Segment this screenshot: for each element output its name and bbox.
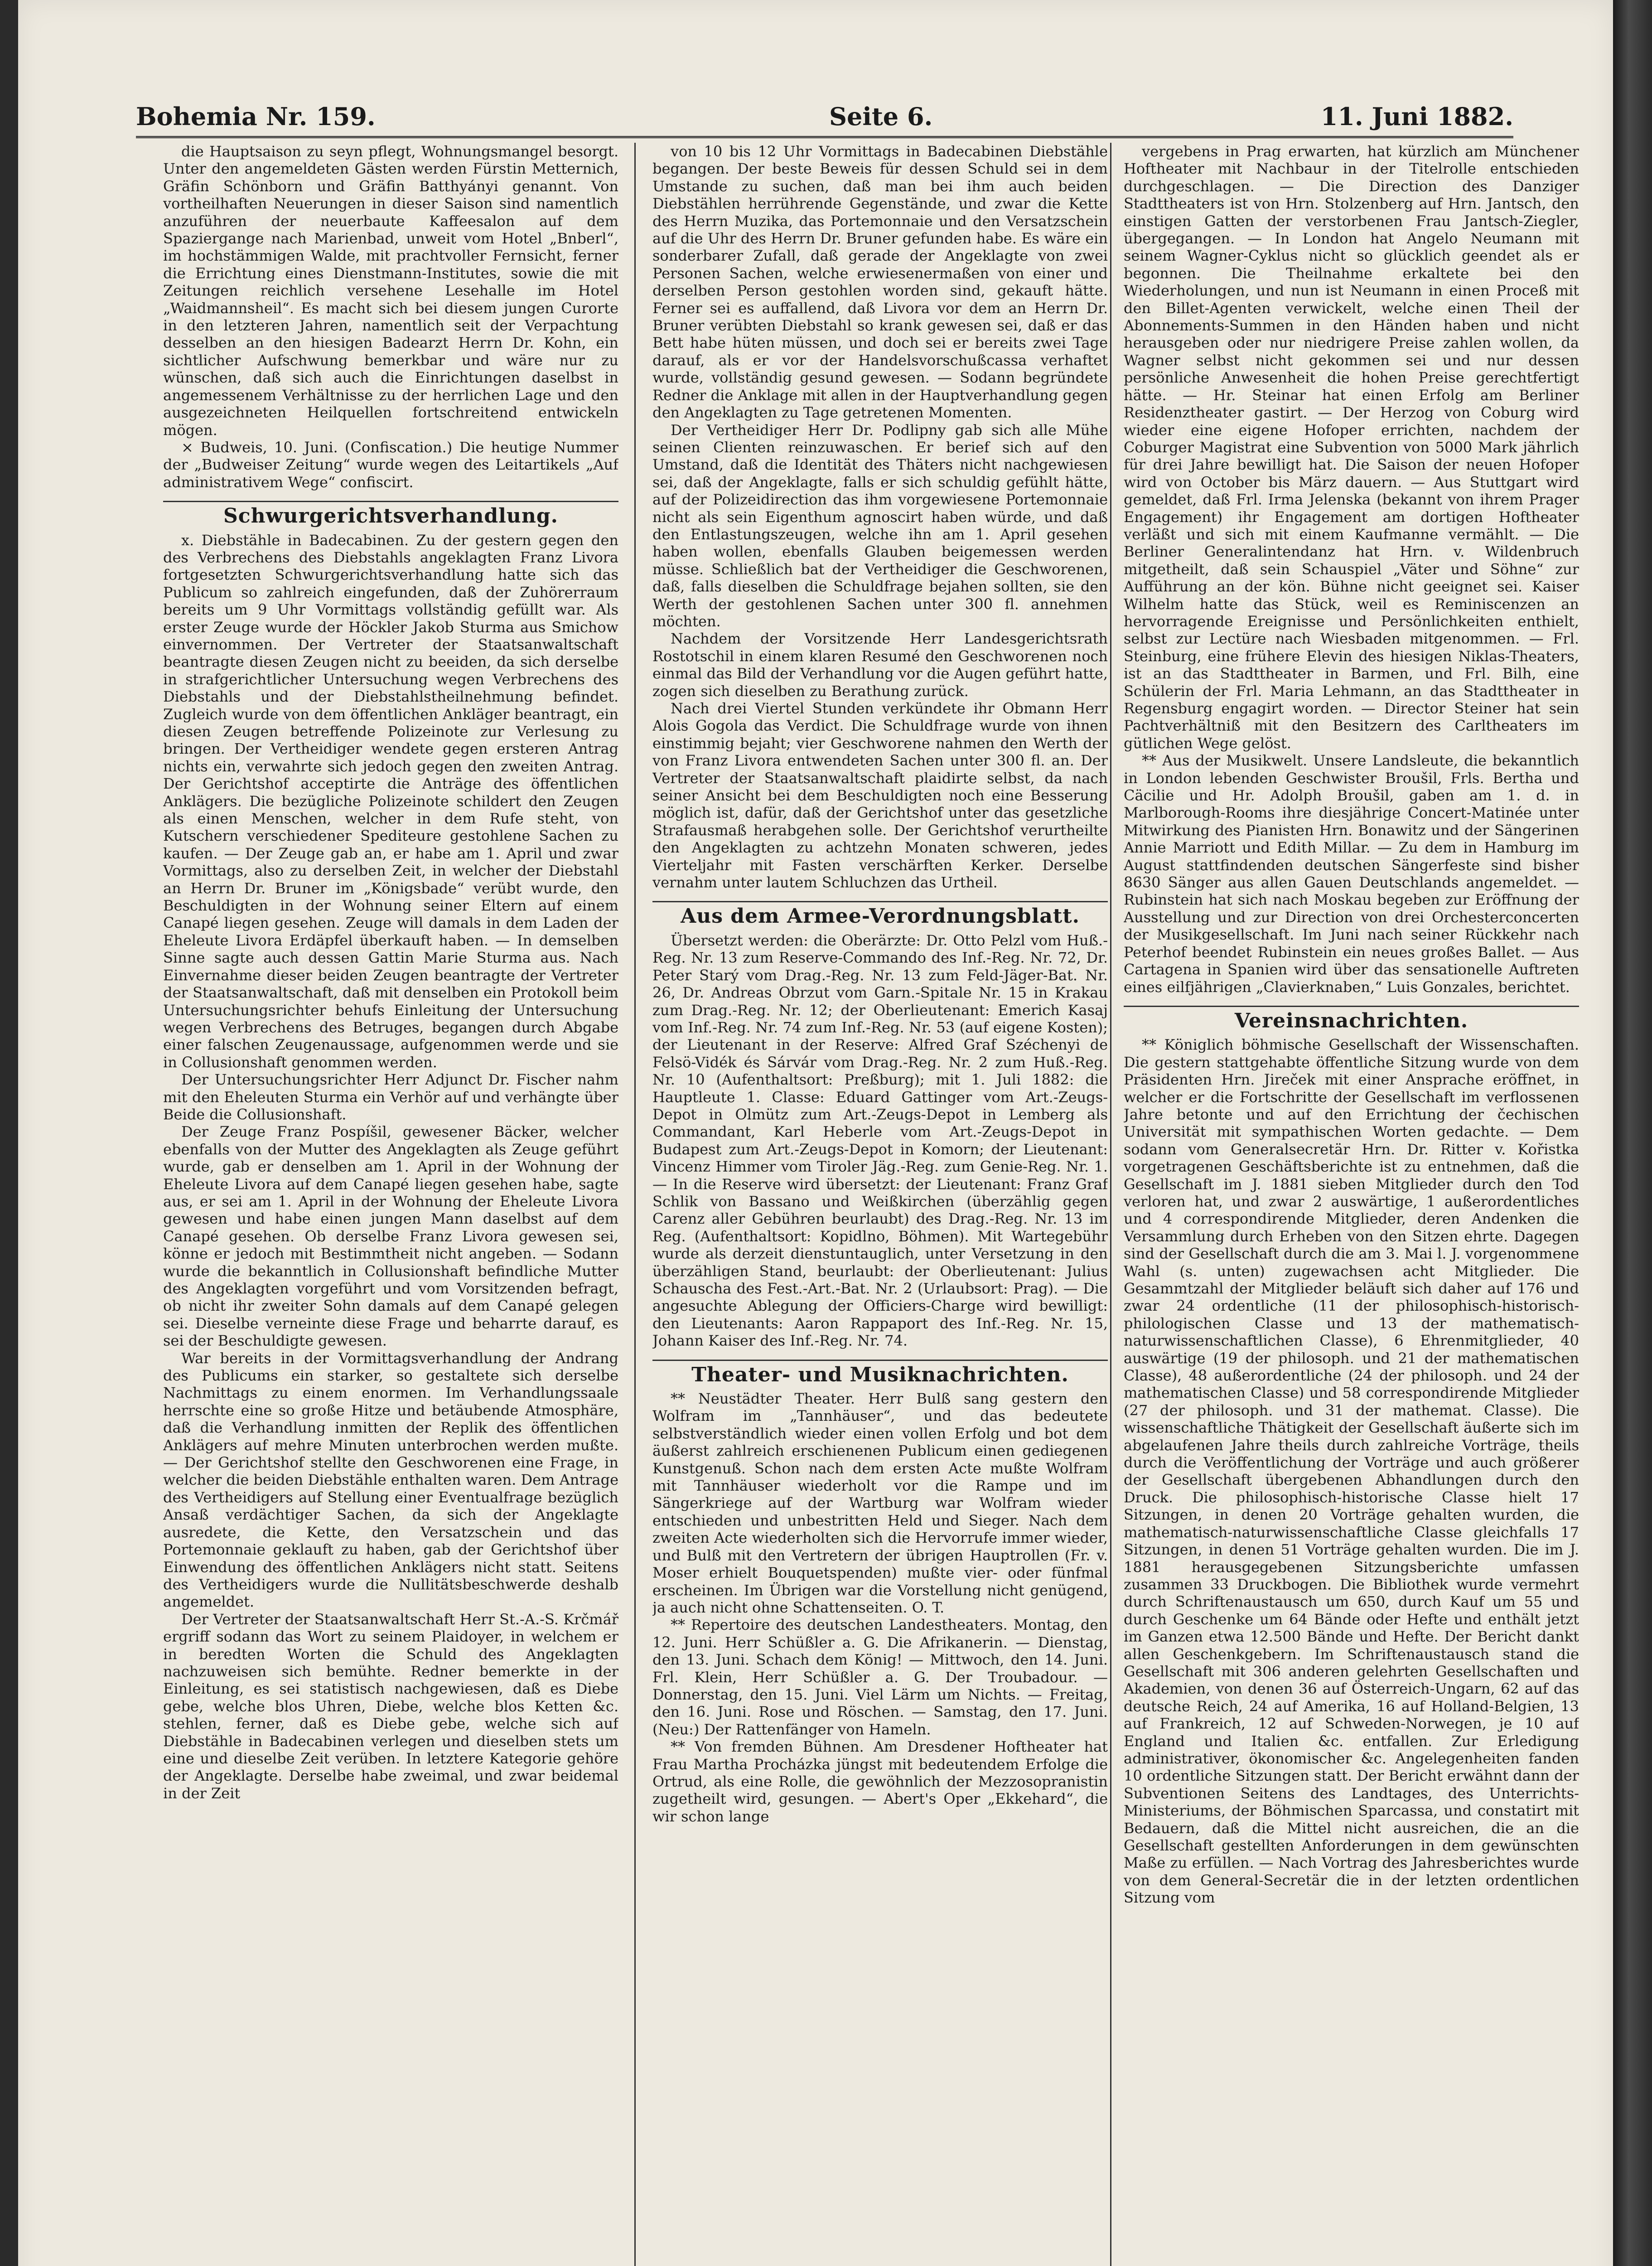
column-rule [1110, 143, 1111, 2266]
article-paragraph: x. Diebstähle in Badecabinen. Zu der gestern gegen den des Verbrechens des Diebstahls angeklagten Franz Livora fortgesetzten Schwurgerichtsverhandlung hatte sich das Publicum so zahlreich eingefunden, daß der Zuhörerraum bereits um 9 Uhr Vormittags vollständig gefüllt war. Als erster Zeuge wurde der Höckler Jakob Sturma aus Smichow einvernommen. Der Vertreter der Staatsanwaltschaft beantragte diesen Zeugen nicht zu beeiden, da sich derselbe in strafgerichtlicher Untersuchung wegen Verbrechens des Diebstahls und der Diebstahlstheilnehmung befindet. Zugleich wurde von dem öffentlichen Ankläger beantragt, ein diesen Zeugen betreffende Polizeinote zur Verlesung zu bringen. Der Vertheidiger wendete gegen ersteren Antrag nichts ein, verwahrte sich jedoch gegen den zweiten Antrag. Der Gerichtshof acceptirte die Anträge des öffentlichen Anklägers. Die bezügliche Polizeinote schildert den Zeugen als einen Menschen, welcher in dem Rufe steht, von Kutschern verschiedener Spediteure gestohlene Sachen zu kaufen. — Der Zeuge gab an, er habe am 1. April und zwar Vormittags, also zu derselben Zeit, in welcher der Diebstahl an Herrn Dr. Bruner im „Königsbade“ verübt wurde, den Beschuldigten in der Wohnung seiner Eltern auf einem Canapé liegen gesehen. Zeuge will damals in dem Laden der Eheleute Livora Erdäpfel überkauft haben. — In demselben Sinne sagte auch dessen Gattin Marie Sturma aus. Nach Einvernahme dieser beiden Zeugen beantragte der Vertreter der Staatsanwaltschaft, daß mit denselben ein Protokoll beim Untersuchungsrichter behufs Einleitung der Untersuchung wegen Verbrechens des Betruges, begangen durch Abgabe einer falschen Zeugenaussage, aufgenommen werde und sie in Collusionshaft genommen werden. [163, 531, 618, 1071]
article-paragraph: Der Vertheidiger Herr Dr. Podlipny gab sich alle Mühe seinen Clienten reinzuwaschen. Er berief sich auf den Umstand, daß die Identität des Thäters nicht nachgewiesen sei, daß der Angeklagte, falls er sich schuldig gefühlt hätte, auf der Polizeidirection das ihm vorgewiesene Portemonnaie nicht als sein Eigenthum agnoscirt haben würde, und daß den Entlastungszeugen, welche ihn am 1. April gesehen haben wollen, ebenfalls Glauben beigemessen werden müsse. Schließlich bat der Vertheidiger die Geschworenen, daß, falls dieselben die Schuldfrage bejahen sollten, sie den Werth der gestohlenen Sachen unter 300 fl. annehmen möchten. [652, 421, 1108, 630]
book-spine [1613, 0, 1652, 2266]
column-2 [652, 143, 1108, 2266]
article-paragraph: von 10 bis 12 Uhr Vormittags in Badecabinen Diebstähle begangen. Der beste Beweis für dessen Schuld sei in dem Umstande zu suchen, daß man bei ihm auch beiden Diebstählen herrührende Gegenstände, und zwar die Kette des Herrn Muzika, das Portemonnaie und den Versatzschein auf die Uhr des Herrn Dr. Bruner gefunden habe. Es wäre ein sonderbarer Zufall, daß gerade der Angeklagte von zwei Personen Sachen, welche erwiesenermaßen von einer und derselben Person gestohlen worden sind, gekauft hätte. Ferner sei es auffallend, daß Livora vor dem an Herrn Dr. Bruner verübten Diebstahl so krank gewesen sei, daß er das Bett habe hüten müssen, und doch sei er bereits zwei Tage darauf, als er vor der Handelsvorschußcassa verhaftet wurde, vollständig gesund gewesen. — Sodann begründete Redner die Anklage mit allen in der Hauptverhandlung gegen den Angeklagten zu Tage getretenen Momenten. [652, 143, 1108, 421]
article-paragraph: Nachdem der Vorsitzende Herr Landesgerichtsrath Rostotschil in einem klaren Resumé den Geschworenen noch einmal das Bild der Verhandlung vor die Augen geführt hatte, zogen sich dieselben zu Berathung zurück. [652, 630, 1108, 700]
article-paragraph: Der Zeuge Franz Pospíšil, gewesener Bäcker, welcher ebenfalls von der Mutter des Angeklagten als Zeuge geführt wurde, gab er denselben am 1. April in der Wohnung der Eheleute Livora auf dem Canapé liegen gesehen habe, sagte aus, er sei am 1. April in der Wohnung der Eheleute Livora gewesen und habe einen jungen Mann daselbst auf dem Canapé gesehen. Ob derselbe Franz Livora gewesen sei, könne er jedoch mit Bestimmtheit nicht angeben. — Sodann wurde die bekanntlich in Collusionshaft befindliche Mutter des Angeklagten vorgeführt und vom Vorsitzenden befragt, ob nicht ihr zweiter Sohn damals auf dem Canapé gelegen sei. Dieselbe verneinte diese Frage und beharrte darauf, es sei der Beschuldigte gewesen. [163, 1123, 618, 1350]
section-title-theater: Theater- und Musiknachrichten. [652, 1360, 1108, 1384]
section-title-armee: Aus dem Armee-Verordnungsblatt. [652, 901, 1108, 925]
header-issue: Bohemia Nr. 159. [136, 102, 376, 131]
article-paragraph: ** Königlich böhmische Gesellschaft der Wissenschaften. Die gestern stattgehabte öffentliche Sitzung wurde von dem Präsidenten Hrn. Jireček mit einer Ansprache eröffnet, in welcher er die Fortschritte der Gesellschaft im verflossenen Jahre betonte und auf den Errichtung der čechischen Universität mit sympathischen Worten gedachte. — Dem sodann vom Generalsecretär Hrn. Dr. Ritter v. Kořistka vorgetragenen Geschäftsberichte ist zu entnehmen, daß die Gesellschaft im J. 1881 sieben Mitglieder durch den Tod verloren hat, und zwar 2 auswärtige, 1 außerordentliches und 4 correspondirende Mitglieder, deren Andenken die Versammlung durch Erheben von den Sitzen ehrte. Dagegen sind der Gesellschaft durch die am 3. Mai l. J. vorgenommene Wahl (s. unten) zugewachsen acht Mitglieder. Die Gesammtzahl der Mitglieder beläuft sich daher auf 176 und zwar 24 ordentliche (11 der philosophisch-historisch-philologischen Classe und 13 der mathematisch-naturwissenschaftlichen Classe), 6 Ehrenmitglieder, 40 auswärtige (19 der philosoph. und 21 der mathematischen Classe), 48 außerordentliche (24 der philosoph. und 24 der mathematischen Classe) und 58 correspondirende Mitglieder (27 der philosoph. und 31 der mathemat. Classe). Die wissenschaftliche Thätigkeit der Gesellschaft äußerte sich im abgelaufenen Jahre theils durch zahlreiche Vorträge, theils durch die Veröffentlichung der Vorträge und auch größerer der Gesellschaft übergebenen Abhandlungen durch den Druck. Die philosophisch-historische Classe hielt 17 Sitzungen, in denen 20 Vorträge gehalten wurden, die mathematisch-naturwissenschaftliche Classe gleichfalls 17 Sitzungen, in denen 51 Vorträge gehalten wurden. Die im J. 1881 herausgegebenen Sitzungsberichte umfassen zusammen 33 Druckbogen. Die Bibliothek wurde vermehrt durch Schriftenaustausch um 650, durch Kauf um 55 und durch Geschenke um 64 Bände oder Hefte und enthält jetzt im Ganzen etwa 12.500 Bände und Hefte. Der Bericht dankt allen Geschenkgebern. Im Schriftenaustausch stand die Gesellschaft mit 306 anderen gelehrten Gesellschaften und Akademien, von denen 36 auf Österreich-Ungarn, 62 auf das deutsche Reich, 24 auf Amerika, 16 auf Holland-Belgien, 13 auf Frankreich, 12 auf Schweden-Norwegen, je 10 auf England und Italien &c. entfallen. Zur Erledigung administrativer, ökonomischer &c. Angelegenheiten fanden 10 ordentliche Sitzungen statt. Der Bericht erwähnt dann der Subventionen Seitens des Landtages, des Unterrichts-Ministeriums, der Böhmischen Sparcassa, und constatirt mit Bedauern, daß die Mittel nicht ausreichen, die an die Gesellschaft gestellten Anforderungen in dem gewünschten Maße zu erfüllen. — Nach Vortrag des Jahresberichtes wurde von dem General-Secretär die in der letzten ordentlichen Sitzung vom [1124, 1036, 1579, 1907]
page-header [136, 102, 1513, 138]
article-paragraph: vergebens in Prag erwarten, hat kürzlich am Münchener Hoftheater mit Nachbaur in der Titelrolle entschieden durchgeschlagen. — Die Direction des Danziger Stadttheaters ist von Hrn. Stolzenberg auf Hrn. Jantsch, den einstigen Gatten der verstorbenen Frau Jantsch-Ziegler, übergegangen. — In London hat Angelo Neumann mit seinem Wagner-Cyklus nicht so glücklich geendet als er begonnen. Die Theilnahme erkaltete bei den Wiederholungen, und nun ist Neumann in einen Proceß mit den Billet-Agenten verwickelt, welche einen Theil der Abonnements-Summen in den Händen haben und nicht herausgeben oder nur niedrigere Preise zahlen wollen, da Wagner selbst nicht gekommen sei und nur dessen persönliche Anwesenheit die hohen Preise gerechtfertigt hätte. — Hr. Steinar hat einen Erfolg am Berliner Residenztheater gastirt. — Der Herzog von Coburg wird wieder eine eigene Hofoper errichten, nachdem der Coburger Magistrat eine Subvention von 5000 Mark jährlich für drei Jahre bewilligt hat. Die Saison der neuen Hofoper wird von October bis März dauern. — Aus Stuttgart wird gemeldet, daß Frl. Irma Jelenska (bekannt von ihrem Prager Engagement) ihr Engagement am dortigen Hoftheater verläßt und sich mit einem Kaufmanne vermählt. — Die Berliner Generalintendanz hat Hrn. v. Wildenbruch mitgetheilt, daß sein Schauspiel „Väter und Söhne“ zur Aufführung an der kön. Bühne nicht geeignet sei. Kaiser Wilhelm hatte das Stück, weil es Reminiscenzen an hervorragende Ereignisse und Persönlichkeiten enthielt, selbst zur Lectüre nach Wiesbaden mitgenommen. — Frl. Steinburg, eine frühere Elevin des hiesigen Niklas-Theaters, ist an das Stadttheater in Barmen, und Frl. Bilh, eine Schülerin der Frl. Maria Lehmann, an das Stadttheater in Regensburg engagirt worden. — Director Steiner hat sein Pachtverhältniß mit den Besitzern des Carltheaters im gütlichen Wege gelöst. [1124, 143, 1579, 752]
section-title-verein: Vereinsnachrichten. [1124, 1006, 1579, 1030]
article-paragraph: ** Aus der Musikwelt. Unsere Landsleute, die bekanntlich in London lebenden Geschwister Broušil, Frls. Bertha und Cäcilie und Hr. Adolph Broušil, gaben am 1. d. in Marlborough-Rooms ihre diesjährige Concert-Matinée unter Mitwirkung des Pianisten Hrn. Bonawitz und der Sängerinen Annie Marriott und Edith Millar. — Zu dem in Hamburg im August stattfindenden deutschen Sängerfeste sind bisher 8630 Sänger aus allen Gauen Deutschlands angemeldet. — Rubinstein hat sich nach Moskau begeben zur Eröffnung der Ausstellung und zur Direction von drei Orchesterconcerten der Musikgesellschaft. Im Juni nach seiner Rückkehr nach Peterhof beendet Rubinstein ein neues großes Ballet. — Aus Cartagena in Spanien wird über das sensationelle Auftreten eines eilfjährigen „Clavierknaben,“ Luis Gonzales, berichtet. [1124, 752, 1579, 996]
article-paragraph: ** Neustädter Theater. Herr Bulß sang gestern den Wolfram im „Tannhäuser“, und das bedeutete selbstverständlich wieder einen vollen Erfolg und bot dem äußerst zahlreich erschienenen Publicum einen gediegenen Kunstgenuß. Schon nach dem ersten Acte mußte Wolfram mit Tannhäuser wiederholt vor die Rampe und im Sängerkriege auf der Wartburg war Wolfram wieder entschieden und unbestritten Held und Sieger. Nach dem zweiten Acte wiederholten sich die Hervorrufe immer wieder, und Bulß mit den Vertretern der übrigen Hauptrollen (Fr. v. Moser erhielt Bouquetspenden) mußte vier- oder fünfmal erscheinen. Im Übrigen war die Vorstellung nicht genügend, ja auch nicht ohne Schattenseiten. O. T. [652, 1390, 1108, 1616]
article-paragraph: × Budweis, 10. Juni. (Confiscation.) Die heutige Nummer der „Budweiser Zeitung“ wurde wegen des Leitartikels „Auf administrativem Wege“ confiscirt. [163, 438, 618, 491]
header-page-number: Seite 6. [829, 102, 933, 131]
column-3 [1124, 143, 1579, 2266]
article-paragraph: War bereits in der Vormittagsverhandlung der Andrang des Publicums ein starker, so gestaltete sich derselbe Nachmittags zu einem enormen. Im Verhandlungssaale herrschte eine so große Hitze und betäubende Atmosphäre, daß die Verhandlung inmitten der Replik des öffentlichen Anklägers auf mehre Minuten unterbrochen werden mußte. — Der Gerichtshof stellte den Geschworenen eine Frage, in welcher die beiden Diebstähle enthalten waren. Dem Antrage des Vertheidigers auf Stellung einer Eventualfrage bezüglich Ansaß verdächtiger Sachen, da sich der Angeklagte ausredete, die Kette, den Versatzschein und das Portemonnaie geklauft zu haben, gab der Gerichtshof über Einwendung des öffentlichen Anklägers nicht statt. Seitens des Vertheidigers wurde die Nullitätsbeschwerde deshalb angemeldet. [163, 1349, 618, 1611]
article-paragraph: Nach drei Viertel Stunden verkündete ihr Obmann Herr Alois Gogola das Verdict. Die Schuldfrage wurde von ihnen einstimmig bejaht; vier Geschworene nahmen den Werth der von Franz Livora entwendeten Sachen unter 300 fl. an. Der Vertreter der Staatsanwaltschaft plaidirte selbst, da nach seiner Ansicht bei dem Beschuldigten noch eine Besserung möglich ist, dafür, daß der Gerichtshof unter das gesetzliche Strafausmaß herabgehen solle. Der Gerichtshof verurtheilte den Angeklagten zu achtzehn Monaten schweren, jedes Vierteljahr mit Fasten verschärften Kerker. Derselbe vernahm unter lautem Schluchzen das Urtheil. [652, 700, 1108, 891]
column-1 [163, 143, 618, 2266]
article-paragraph: ** Von fremden Bühnen. Am Dresdener Hoftheater hat Frau Martha Procházka jüngst mit bedeutendem Erfolge die Ortrud, als eine Rolle, die gewöhnlich der Mezzosopranistin zugetheilt wird, gesungen. — Abert's Oper „Ekkehard“, die wir schon lange [652, 1738, 1108, 1825]
article-paragraph: ** Repertoire des deutschen Landestheaters. Montag, den 12. Juni. Herr Schüßler a. G. Die Afrikanerin. — Dienstag, den 13. Juni. Schach dem König! — Mittwoch, den 14. Juni. Frl. Klein, Herr Schüßler a. G. Der Troubadour. — Donnerstag, den 15. Juni. Viel Lärm um Nichts. — Freitag, den 16. Juni. Rose und Röschen. — Samstag, den 17. Juni. (Neu:) Der Rattenfänger von Hameln. [652, 1616, 1108, 1738]
article-paragraph: Der Vertreter der Staatsanwaltschaft Herr St.-A.-S. Krčmář ergriff sodann das Wort zu seinem Plaidoyer, in welchem er in beredten Worten die Schuld des Angeklagten nachzuweisen sich bemühte. Redner bemerkte in der Einleitung, es sei statistisch nachgewiesen, daß es Diebe gebe, welche blos Uhren, Diebe, welche blos Ketten &c. stehlen, ferner, daß es Diebe gebe, welche sich auf Diebstähle in Badecabinen verlegen und dieselben stets um eine und dieselbe Zeit verüben. In letztere Kategorie gehöre der Angeklagte. Derselbe habe zweimal, und zwar beidemal in der Zeit [163, 1610, 618, 1802]
header-rule [136, 136, 1513, 138]
section-title-schwurgericht: Schwurgerichtsverhandlung. [163, 501, 618, 525]
article-paragraph: Der Untersuchungsrichter Herr Adjunct Dr. Fischer nahm mit den Eheleuten Sturma ein Verhör auf und verhängte über Beide die Collusionshaft. [163, 1071, 618, 1123]
column-rule [634, 143, 636, 2266]
newspaper-page [18, 0, 1613, 2266]
header-date: 11. Juni 1882. [1320, 102, 1513, 131]
article-paragraph: Übersetzt werden: die Oberärzte: Dr. Otto Pelzl vom Huß.-Reg. Nr. 13 zum Reserve-Commando des Inf.-Reg. Nr. 72, Dr. Peter Starý vom Drag.-Reg. Nr. 13 zum Feld-Jäger-Bat. Nr. 26, Dr. Andreas Obrzut vom Garn.-Spitale Nr. 15 in Krakau zum Drag.-Reg. Nr. 12; der Oberlieutenant: Emerich Kasaj vom Inf.-Reg. Nr. 74 zum Inf.-Reg. Nr. 53 (auf eigene Kosten); der Lieutenant in der Reserve: Alfred Graf Széchenyi de Felsö-Vidék és Sárvár vom Drag.-Reg. Nr. 2 zum Huß.-Reg. Nr. 10 (Aufenthaltsort: Preßburg); mit 1. Juli 1882: die Hauptleute 1. Classe: Eduard Gattinger vom Art.-Zeugs-Depot in Olmütz zum Art.-Zeugs-Depot in Lemberg als Commandant, Karl Heberle vom Art.-Zeugs-Depot in Budapest zum Art.-Zeugs-Depot in Komorn; der Lieutenant: Vincenz Himmer vom Tiroler Jäg.-Reg. zum Genie-Reg. Nr. 1. — In die Reserve wird übersetzt: der Lieutenant: Franz Graf Schlik von Bassano und Weißkirchen (überzählig gegen Carenz aller Gebühren beurlaubt) des Drag.-Reg. Nr. 13 im Reg. (Aufenthaltsort: Kopidlno, Böhmen). Mit Wartegebühr wurde als derzeit dienstuntauglich, unter Versetzung in den überzähligen Stand, beurlaubt: der Oberlieutenant: Julius Schauscha des Fest.-Art.-Bat. Nr. 2 (Urlaubsort: Prag). — Die angesuchte Ablegung der Officiers-Charge wird bewilligt: den Lieutenants: Aaron Rappaport des Inf.-Reg. Nr. 15, Johann Kaiser des Inf.-Reg. Nr. 74. [652, 931, 1108, 1350]
article-paragraph: die Hauptsaison zu seyn pflegt, Wohnungsmangel besorgt. Unter den angemeldeten Gästen werden Fürstin Metternich, Gräfin Schönborn und Gräfin Batthyányi genannt. Von vortheilhaften Neuerungen in dieser Saison sind namentlich anzuführen der neuerbaute Kaffeesalon auf dem Spaziergange nach Marienbad, unweit vom Hotel „Bnberl“, im hochstämmigen Walde, mit prachtvoller Fernsicht, ferner die Errichtung eines Dienstmann-Institutes, sowie die mit Zeitungen reichlich versehene Lesehalle im Hotel „Waidmannsheil“. Es macht sich bei diesem jungen Curorte in den letzteren Jahren, namentlich seit der Verpachtung desselben an den hiesigen Badearzt Herrn Dr. Kohn, ein sichtlicher Aufschwung bemerkbar und wäre nur zu wünschen, daß sich auch die Einrichtungen daselbst in angemessenem Verhältnisse zu der herrlichen Lage und den ausgezeichneten Heilquellen fortschreitend entwickeln mögen. [163, 143, 618, 439]
